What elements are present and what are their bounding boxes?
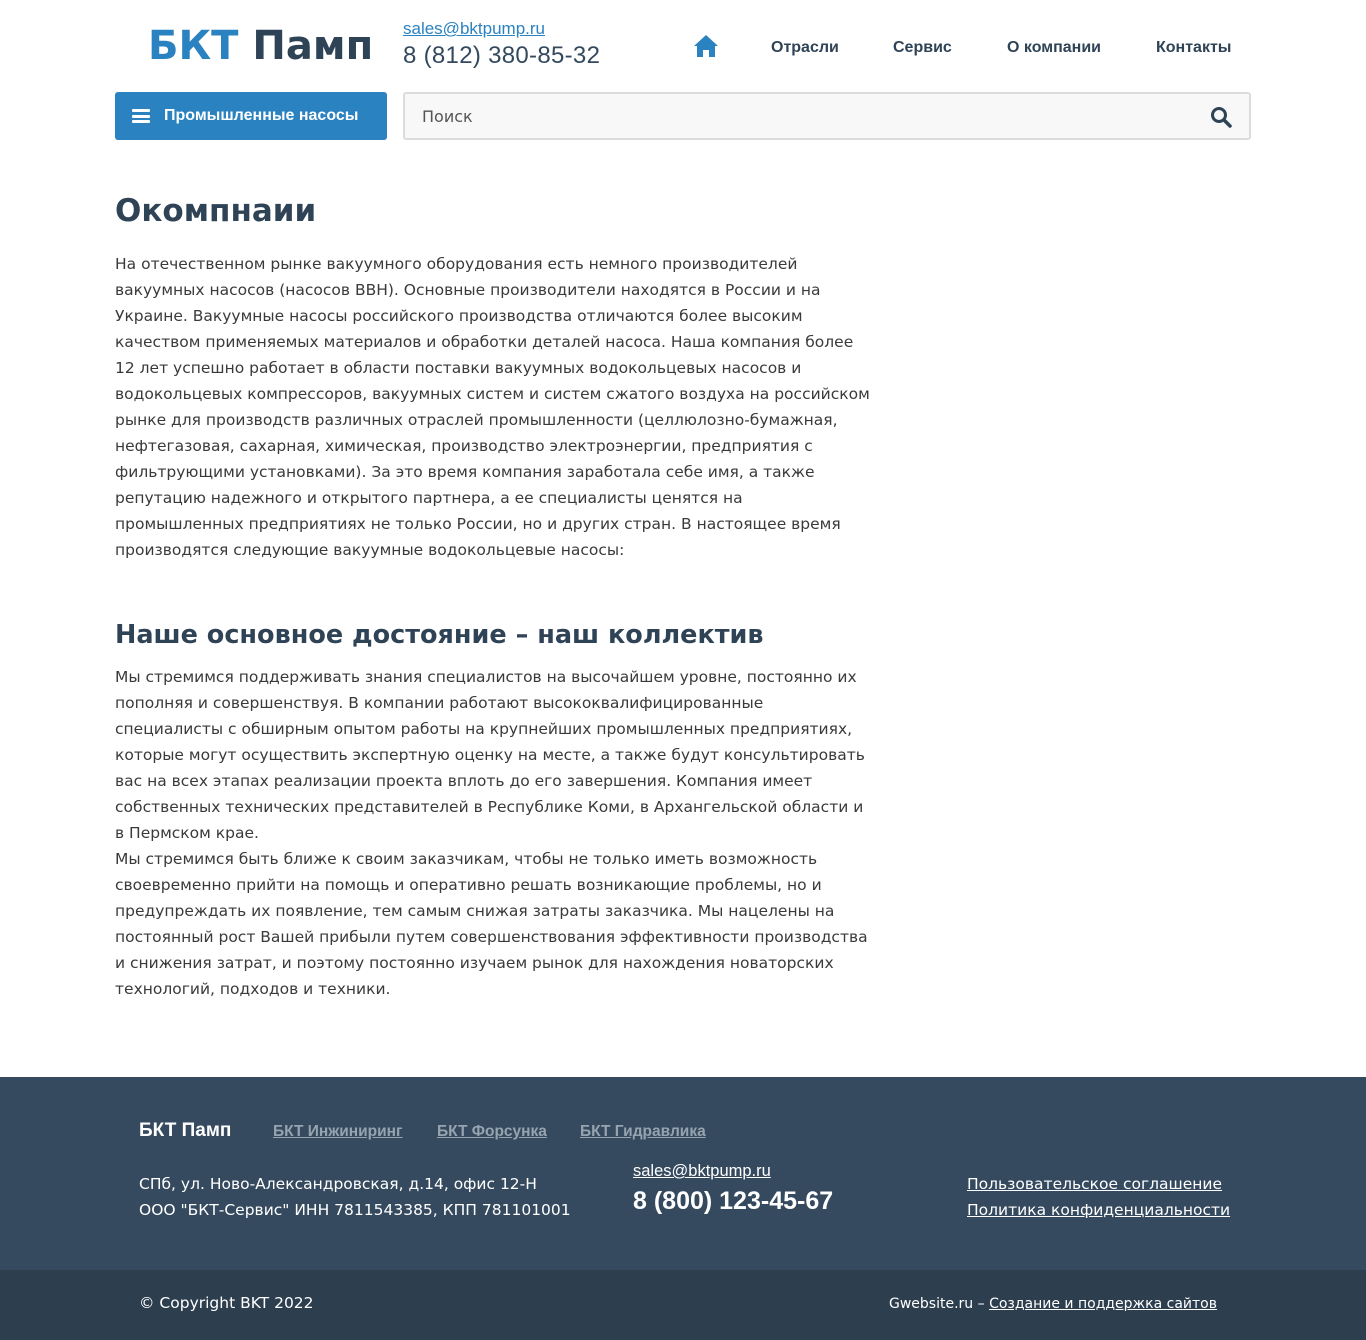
footer-link-forsunka[interactable]: БКТ Форсунка bbox=[437, 1123, 547, 1140]
section-heading: Наше основное достояние – наш коллектив bbox=[115, 620, 764, 650]
home-icon[interactable] bbox=[693, 34, 719, 58]
search-icon[interactable] bbox=[1210, 106, 1232, 128]
footer-company-details: ООО "БКТ-Сервис" ИНН 7811543385, КПП 781101001 bbox=[139, 1201, 571, 1219]
footer-email-link[interactable]: sales@bktpump.ru bbox=[633, 1162, 771, 1180]
footer-link-hydraulics[interactable]: БКТ Гидравлика bbox=[580, 1123, 706, 1140]
footer-phone: 8 (800) 123-45-67 bbox=[633, 1187, 834, 1215]
logo-part2: Памп bbox=[252, 23, 374, 69]
privacy-policy-link[interactable]: Политика конфиденциальности bbox=[967, 1201, 1231, 1219]
developer-link[interactable]: Создание и поддержка сайтов bbox=[989, 1296, 1217, 1312]
nav-item-contacts[interactable]: Контакты bbox=[1156, 39, 1232, 56]
copyright: © Copyright BKT 2022 bbox=[139, 1294, 314, 1312]
footer-brand[interactable]: БКТ Памп bbox=[139, 1120, 232, 1141]
site-logo[interactable] bbox=[148, 22, 373, 70]
footer-legal-links bbox=[967, 1171, 1230, 1223]
catalog-button[interactable] bbox=[115, 92, 387, 140]
developer-name: Gwebsite.ru – bbox=[888, 1296, 985, 1312]
team-paragraph: Мы стремимся поддерживать знания специалистов на высочайшем уровне, постоянно их пополняя и совершенствуя. В компании работают высококвалифицированные специалисты с обширным опытом работы на крупнейших промышленных предприятиях, которые могут осуществить экспертную оценку на месте, а также будут консультировать вас на всех этапах реализации проекта вплоть до его завершения. Компания имеет собственных технических представителей в Республике Коми, в Архангельской области и в Пермском крае. bbox=[115, 668, 865, 842]
footer-address: СПб, ул. Ново-Александровская, д.14, офис 12-Н bbox=[139, 1175, 537, 1193]
customers-paragraph: Мы стремимся быть ближе к своим заказчикам, чтобы не только иметь возможность своевременно прийти на помощь и оперативно решать возникающие проблемы, но и предупреждать их появление, тем самым снижая затраты заказчика. Мы нацелены на постоянный рост Вашей прибыли путем совершенствования эффективности производства и снижения затрат, и поэтому постоянно изучаем рынок для нахождения новаторских технологий, подходов и техники. bbox=[115, 850, 868, 998]
bottom-bar bbox=[0, 1270, 1366, 1340]
main-content bbox=[115, 190, 875, 1002]
page-title: Окомпнаии bbox=[115, 193, 317, 229]
footer-address-block bbox=[139, 1171, 571, 1223]
nav-item-industries[interactable]: Отрасли bbox=[771, 39, 839, 56]
header-phone: 8 (812) 380-85-32 bbox=[403, 42, 601, 69]
menu-icon bbox=[132, 109, 150, 123]
search-input[interactable] bbox=[405, 94, 1185, 138]
intro-paragraph: На отечественном рынке вакуумного оборудования есть немного производителей вакуумных насосов (насосов ВВН). Основные производители находятся в России и на Украине. Вакуумные насосы российского производства отличаются более высоким качеством применяемых материалов и обработки деталей насоса. Наша компания более 12 лет успешно работает в области поставки вакуумных водокольцевых насосов и водокольцевых компрессоров, вакуумных систем и систем сжатого воздуха на российском рынке для производств различных отраслей промышленности (целлюлозно-бумажная, нефтегазовая, сахарная, химическая, производство электроэнергии, предприятия с фильтрующими установками). За это время компания заработала себе имя, а также репутацию надежного и открытого партнера, а ее специалисты ценятся на промышленных предприятиях не только России, но и других стран. В настоящее время производятся следующие вакуумные водокольцевые насосы: bbox=[115, 255, 870, 559]
site-header bbox=[0, 0, 1366, 160]
user-agreement-link[interactable]: Пользовательское соглашение bbox=[967, 1175, 1222, 1193]
nav-item-about[interactable]: О компании bbox=[1007, 39, 1101, 56]
search-box bbox=[403, 92, 1251, 140]
developer-credit bbox=[889, 1296, 1217, 1312]
footer-link-engineering[interactable]: БКТ Инжиниринг bbox=[273, 1123, 403, 1140]
nav-item-service[interactable]: Сервис bbox=[893, 39, 952, 56]
logo-part1: БКТ bbox=[148, 23, 239, 69]
site-footer bbox=[0, 1077, 1366, 1270]
catalog-button-label: Промышленные насосы bbox=[164, 107, 359, 124]
header-email-link[interactable]: sales@bktpump.ru bbox=[403, 19, 545, 38]
